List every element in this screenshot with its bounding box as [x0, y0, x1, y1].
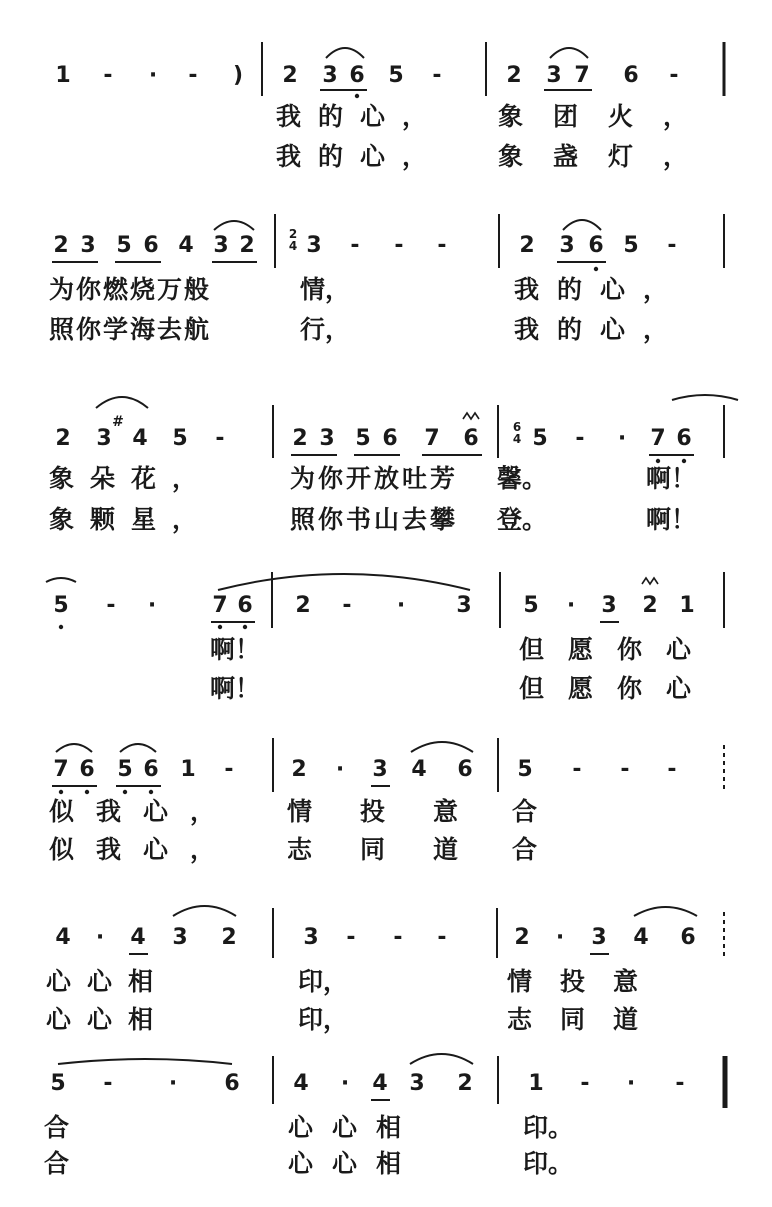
octave-dot-below	[59, 790, 63, 794]
note: 5	[172, 426, 188, 451]
lyric: 合	[512, 797, 538, 826]
dash-mark: -	[103, 1071, 113, 1096]
note: 1	[55, 63, 71, 88]
note: 4	[411, 757, 427, 782]
note: 7	[212, 593, 228, 618]
dot-mark: ·	[626, 1071, 636, 1096]
note: 3	[213, 233, 229, 258]
note: 2	[295, 593, 311, 618]
dash-mark: -	[437, 233, 447, 258]
note: 3	[372, 757, 388, 782]
lyric: 印。	[523, 1149, 574, 1178]
dash-mark: -	[620, 757, 630, 782]
note: 2	[642, 593, 658, 618]
mordent-mark	[463, 413, 479, 419]
note: 6	[680, 925, 696, 950]
lyric: 似我心，	[49, 835, 238, 864]
dot-mark: ·	[168, 1071, 178, 1096]
lyric: 合	[512, 835, 538, 864]
note: 6	[79, 757, 95, 782]
note: 4	[132, 426, 148, 451]
mordent-mark	[642, 578, 658, 584]
lyric: 象盏灯，	[498, 142, 719, 171]
lyric: 为你燃烧万般	[49, 275, 212, 304]
note: 3	[559, 233, 575, 258]
dot-mark: ·	[335, 757, 345, 782]
octave-dot-below	[59, 625, 63, 629]
octave-dot-below	[355, 94, 359, 98]
lyric: 心心相	[46, 967, 170, 996]
note: 5	[355, 426, 371, 451]
dash-mark: -	[432, 63, 442, 88]
lyric: 馨。	[497, 464, 548, 493]
dash-mark: -	[350, 233, 360, 258]
note: 6	[463, 426, 479, 451]
dot-mark: ·	[617, 426, 627, 451]
dash-mark: -	[106, 593, 116, 618]
dash-mark: -	[188, 63, 198, 88]
note: 4	[293, 1071, 309, 1096]
slur	[410, 1054, 473, 1064]
note: 6	[588, 233, 604, 258]
lyric: 照你学海去航	[49, 315, 212, 344]
note: 3	[306, 233, 322, 258]
lyric: 为你开放吐芳	[290, 464, 459, 493]
note: 2	[292, 426, 308, 451]
note: 3	[591, 925, 607, 950]
note: 5	[116, 233, 132, 258]
lyric: 心心相	[288, 1113, 421, 1142]
dot-mark: ·	[147, 593, 157, 618]
lyric: 行，	[300, 315, 351, 344]
lyric: 我的心，	[276, 102, 445, 131]
slur	[634, 907, 697, 916]
octave-dot-below	[85, 790, 89, 794]
note: 2	[53, 233, 69, 258]
note: 5	[517, 757, 533, 782]
lyric: 但愿你心	[519, 674, 716, 703]
lyric: 情投意	[287, 797, 507, 826]
octave-dot-below	[656, 459, 660, 463]
dash-mark: -	[394, 233, 404, 258]
note: 2	[457, 1071, 473, 1096]
note: 4	[130, 925, 146, 950]
dash-mark: -	[346, 925, 356, 950]
note: 7	[53, 757, 69, 782]
slur	[46, 578, 76, 582]
lyric: 啊！	[210, 674, 261, 703]
slur	[96, 397, 148, 408]
note: 3	[409, 1071, 425, 1096]
note: 5	[388, 63, 404, 88]
lyric: 印，	[298, 967, 349, 996]
note: 6	[623, 63, 639, 88]
note: 6	[143, 233, 159, 258]
lyric: 象团火，	[498, 102, 719, 131]
lyric: 啊！	[646, 464, 697, 493]
slur	[550, 48, 588, 58]
note: 6	[676, 426, 692, 451]
time-signature-top: 6	[512, 420, 522, 434]
dash-mark: -	[667, 757, 677, 782]
lyric: 印。	[523, 1113, 574, 1142]
lyric: 心心相	[288, 1149, 421, 1178]
lyric: 志同道	[287, 835, 507, 864]
note: 5	[50, 1071, 66, 1096]
note: 4	[372, 1071, 388, 1096]
dash-mark: -	[675, 1071, 685, 1096]
note: 6	[382, 426, 398, 451]
octave-dot-below	[149, 790, 153, 794]
lyric: 我的心，	[276, 142, 445, 171]
note: )	[232, 63, 244, 88]
lyric: 象颗星，	[49, 505, 214, 534]
note: 6	[237, 593, 253, 618]
dot-mark: ·	[396, 593, 406, 618]
dash-mark: -	[669, 63, 679, 88]
note: 3	[546, 63, 562, 88]
note: 3	[172, 925, 188, 950]
note: 3	[456, 593, 472, 618]
slur	[214, 221, 254, 230]
note: 7	[650, 426, 666, 451]
note: 6	[224, 1071, 240, 1096]
slur	[120, 744, 156, 752]
lyric: 照你书山去攀	[290, 505, 459, 534]
slur	[672, 395, 738, 400]
note: 3	[322, 63, 338, 88]
octave-dot-below	[218, 625, 222, 629]
note: 2	[239, 233, 255, 258]
note: 5	[53, 593, 69, 618]
time-signature-bottom: 4	[288, 239, 298, 253]
lyric: 合	[44, 1149, 70, 1178]
note: 2	[221, 925, 237, 950]
slur	[326, 48, 364, 58]
note: 5	[117, 757, 133, 782]
dot-mark: ·	[555, 925, 565, 950]
lyric: 我的心，	[514, 315, 687, 344]
slur	[173, 906, 236, 916]
lyric: 心心相	[46, 1005, 170, 1034]
note: 5	[623, 233, 639, 258]
note: 3	[601, 593, 617, 618]
note: 6	[457, 757, 473, 782]
note: 7	[424, 426, 440, 451]
slur	[58, 1059, 232, 1064]
dash-mark: -	[667, 233, 677, 258]
note: 2	[506, 63, 522, 88]
octave-dot-below	[682, 459, 686, 463]
lyric: 印，	[298, 1005, 349, 1034]
note: 7	[574, 63, 590, 88]
note: 4	[633, 925, 649, 950]
note: 2	[514, 925, 530, 950]
note: 5	[532, 426, 548, 451]
note: 6	[143, 757, 159, 782]
octave-dot-below	[594, 267, 598, 271]
dash-mark: -	[572, 757, 582, 782]
slur	[411, 742, 473, 752]
octave-dot-below	[123, 790, 127, 794]
note: 1	[180, 757, 196, 782]
slur	[218, 574, 470, 590]
note: 2	[291, 757, 307, 782]
dot-mark: ·	[95, 925, 105, 950]
note: 3	[319, 426, 335, 451]
slur	[56, 744, 92, 752]
note: 2	[519, 233, 535, 258]
lyric: 志同道	[507, 1005, 667, 1034]
dot-mark: ·	[340, 1071, 350, 1096]
dash-mark: -	[342, 593, 352, 618]
dot-mark: ·	[148, 63, 158, 88]
dash-mark: -	[224, 757, 234, 782]
lyric: 情，	[300, 275, 351, 304]
dot-mark: ·	[566, 593, 576, 618]
lyric: 啊！	[646, 505, 697, 534]
dash-mark: -	[215, 426, 225, 451]
note: 3	[80, 233, 96, 258]
slur	[563, 220, 601, 230]
lyric: 登。	[497, 505, 548, 534]
lyric: 情投意	[507, 967, 667, 996]
lyric: 象朵花，	[49, 464, 214, 493]
note: 6	[349, 63, 365, 88]
time-signature-top: 2	[288, 227, 298, 241]
note: 4	[178, 233, 194, 258]
note: 2	[55, 426, 71, 451]
lyric: 似我心，	[49, 797, 238, 826]
dash-mark: -	[580, 1071, 590, 1096]
note: 5	[523, 593, 539, 618]
note: 4	[55, 925, 71, 950]
note: 3	[96, 426, 112, 451]
dash-mark: -	[575, 426, 585, 451]
note: 1	[528, 1071, 544, 1096]
dash-mark: -	[437, 925, 447, 950]
note: 2	[282, 63, 298, 88]
sharp-sign: #	[112, 414, 124, 430]
lyric: 我的心，	[514, 275, 687, 304]
lyric: 合	[44, 1113, 70, 1142]
dash-mark: -	[103, 63, 113, 88]
note: 3	[303, 925, 319, 950]
octave-dot-below	[243, 625, 247, 629]
lyric: 但愿你心	[519, 635, 716, 664]
note: 1	[679, 593, 695, 618]
time-signature-bottom: 4	[512, 432, 522, 446]
lyric: 啊！	[210, 635, 261, 664]
dash-mark: -	[393, 925, 403, 950]
